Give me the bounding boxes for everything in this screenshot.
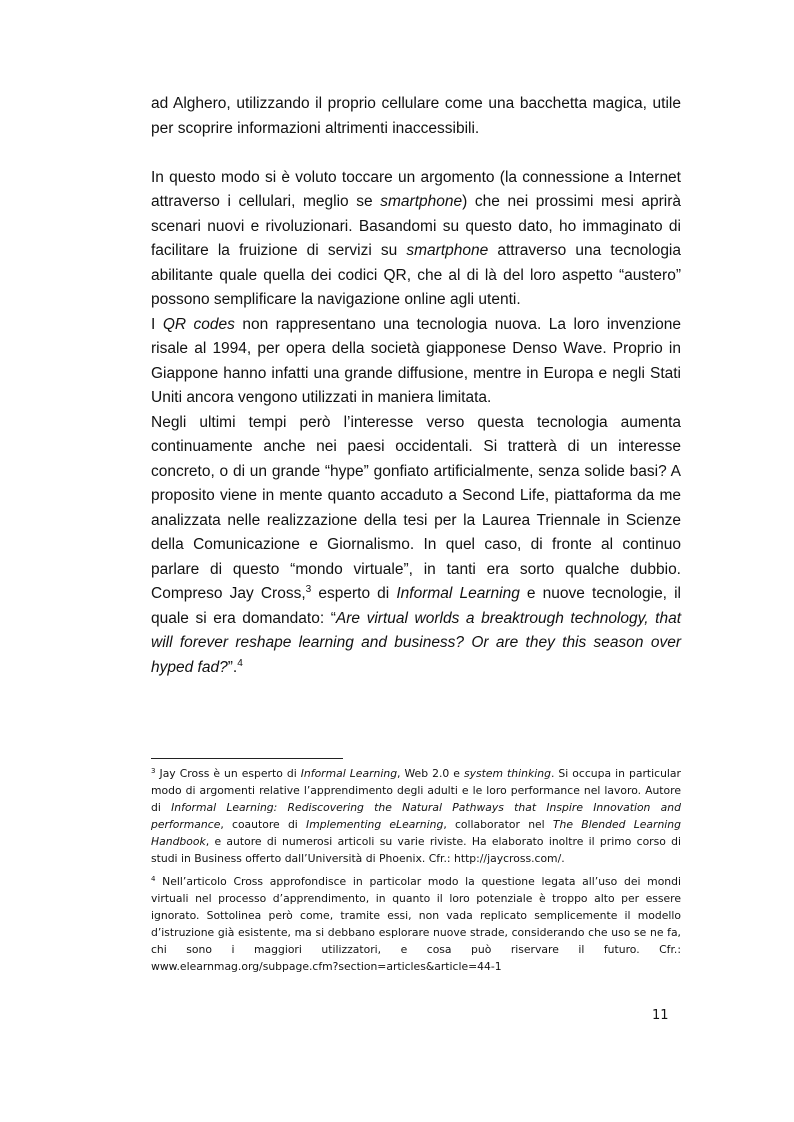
footnote-3-mark: 3 bbox=[151, 765, 156, 775]
quote-italic: Are virtual worlds a breaktrough technology, that will forever reshape learning and business? Or are they this season over hyped fad? bbox=[151, 609, 682, 676]
footnote-separator bbox=[151, 758, 343, 759]
footnote-3-italic: Implementing eLearning bbox=[306, 818, 444, 831]
paragraph-3-text-a: I bbox=[151, 315, 163, 333]
qr-codes-italic: QR codes bbox=[162, 315, 235, 333]
smartphone-italic: smartphone bbox=[406, 242, 489, 259]
footnote-ref-4: 4 bbox=[237, 657, 243, 669]
footnote-4 bbox=[151, 873, 681, 975]
footnote-3-italic: system thinking bbox=[463, 767, 551, 780]
paragraph-4-text-b: esperto di bbox=[311, 585, 397, 602]
footnote-3-text: . Si occupa in particular modo di argomenti relative l’apprendimento degli adulti e le loro performance nel lavoro. Autore di bbox=[151, 767, 681, 814]
footnote-3 bbox=[151, 765, 681, 867]
body-text bbox=[151, 92, 681, 680]
paragraph-4-text-d: ”. bbox=[227, 658, 238, 676]
paragraph-4 bbox=[151, 411, 681, 681]
footnote-3-text: , Web 2.0 e bbox=[397, 767, 464, 780]
paragraph-1 bbox=[151, 92, 681, 141]
footnote-3-text: Jay Cross è un esperto di bbox=[155, 767, 301, 780]
footnote-3-text: , collaborator nel bbox=[443, 818, 553, 831]
paragraph-3 bbox=[151, 313, 681, 411]
page-number: 11 bbox=[652, 1008, 669, 1023]
footnote-3-italic: Informal Learning: Rediscovering the Natural Pathways that Inspire Innovation and performance bbox=[151, 801, 681, 831]
paragraph-2-text-b: ) che nei prossimi mesi aprirà scenari nuovi e rivoluzionari. Basandomi su questo dato, ho immaginato di facilitare la fruizione di servizi su bbox=[151, 193, 681, 259]
footnote-3-text: , coautore di bbox=[220, 818, 307, 831]
footnote-3-text: , e autore di numerosi articoli su varie riviste. Ha elaborato inoltre il primo corso di studi in Business offerto dall’Università di Phoenix. Cfr.: http://jaycross.com/. bbox=[151, 835, 681, 865]
footnote-4-mark: 4 bbox=[151, 873, 156, 883]
paragraph-2-text-a: In questo modo si è voluto toccare un argomento (la connessione a Internet attraverso i cellulari, meglio se bbox=[151, 168, 681, 210]
paragraph-1-text: ad Alghero, utilizzando il proprio cellulare come una bacchetta magica, utile per scoprire informazioni altrimenti inaccessibili. bbox=[151, 95, 681, 137]
paragraph-2-text-c: attraverso una tecnologia abilitante quale quella dei codici QR, che al di là del loro aspetto “austero” possono semplificare la navigazione online agli utenti. bbox=[151, 242, 681, 308]
paragraph-2 bbox=[151, 166, 681, 313]
footnote-4-text: Nell’articolo Cross approfondisce in particolar modo la questione legata all’uso dei mondi virtuali nel processo d’apprendimento, in quanto il loro potenziale è troppo alto per essere ignorato. Sottolinea però come, tramite essi, non vada replicato semplicemente il modello d’istruzione già esistente, ma si debbano esplorare nuove strade, considerando che uso se ne fa, chi sono i maggiori utilizzatori, e cosa può riservare il futuro. Cfr.: www.elearnmag.org/subpage.cfm?section=articles&article=44-1 bbox=[151, 875, 681, 973]
informal-learning-italic: Informal Learning bbox=[396, 585, 520, 602]
footnote-3-italic: The Blended Learning Handbook bbox=[151, 818, 681, 848]
paragraph-4-text-a: Negli ultimi tempi però l’interesse verso questa tecnologia aumenta continuamente anche nei paesi occidentali. Si tratterà di un interesse concreto, o di un grande “hype” gonfiato artificialmente, senza solide basi? A proposito viene in mente quanto accaduto a Second Life, piattaforma da me analizzata nelle realizzazione della tesi per la Laurea Triennale in Scienze della Comunicazione e Giornalismo. In quel caso, di fronte al continuo parlare di questo “mondo virtuale”, in tanti era sorto qualche dubbio. Compreso Jay Cross, bbox=[151, 413, 681, 602]
footnote-3-italic: Informal Learning bbox=[300, 767, 398, 780]
smartphone-italic: smartphone bbox=[380, 193, 463, 210]
paragraph-4-text-c: e nuove tecnologie, il quale si era domandato: “ bbox=[151, 585, 681, 627]
footnote-ref-3: 3 bbox=[305, 583, 312, 595]
paragraph-3-text-b: non rappresentano una tecnologia nuova. La loro invenzione risale al 1994, per opera della società giapponese Denso Wave. Proprio in Giappone hanno infatti una grande diffusione, mentre in Europa e negli Stati Uniti ancora vengono utilizzati in maniera limitata. bbox=[151, 315, 681, 406]
